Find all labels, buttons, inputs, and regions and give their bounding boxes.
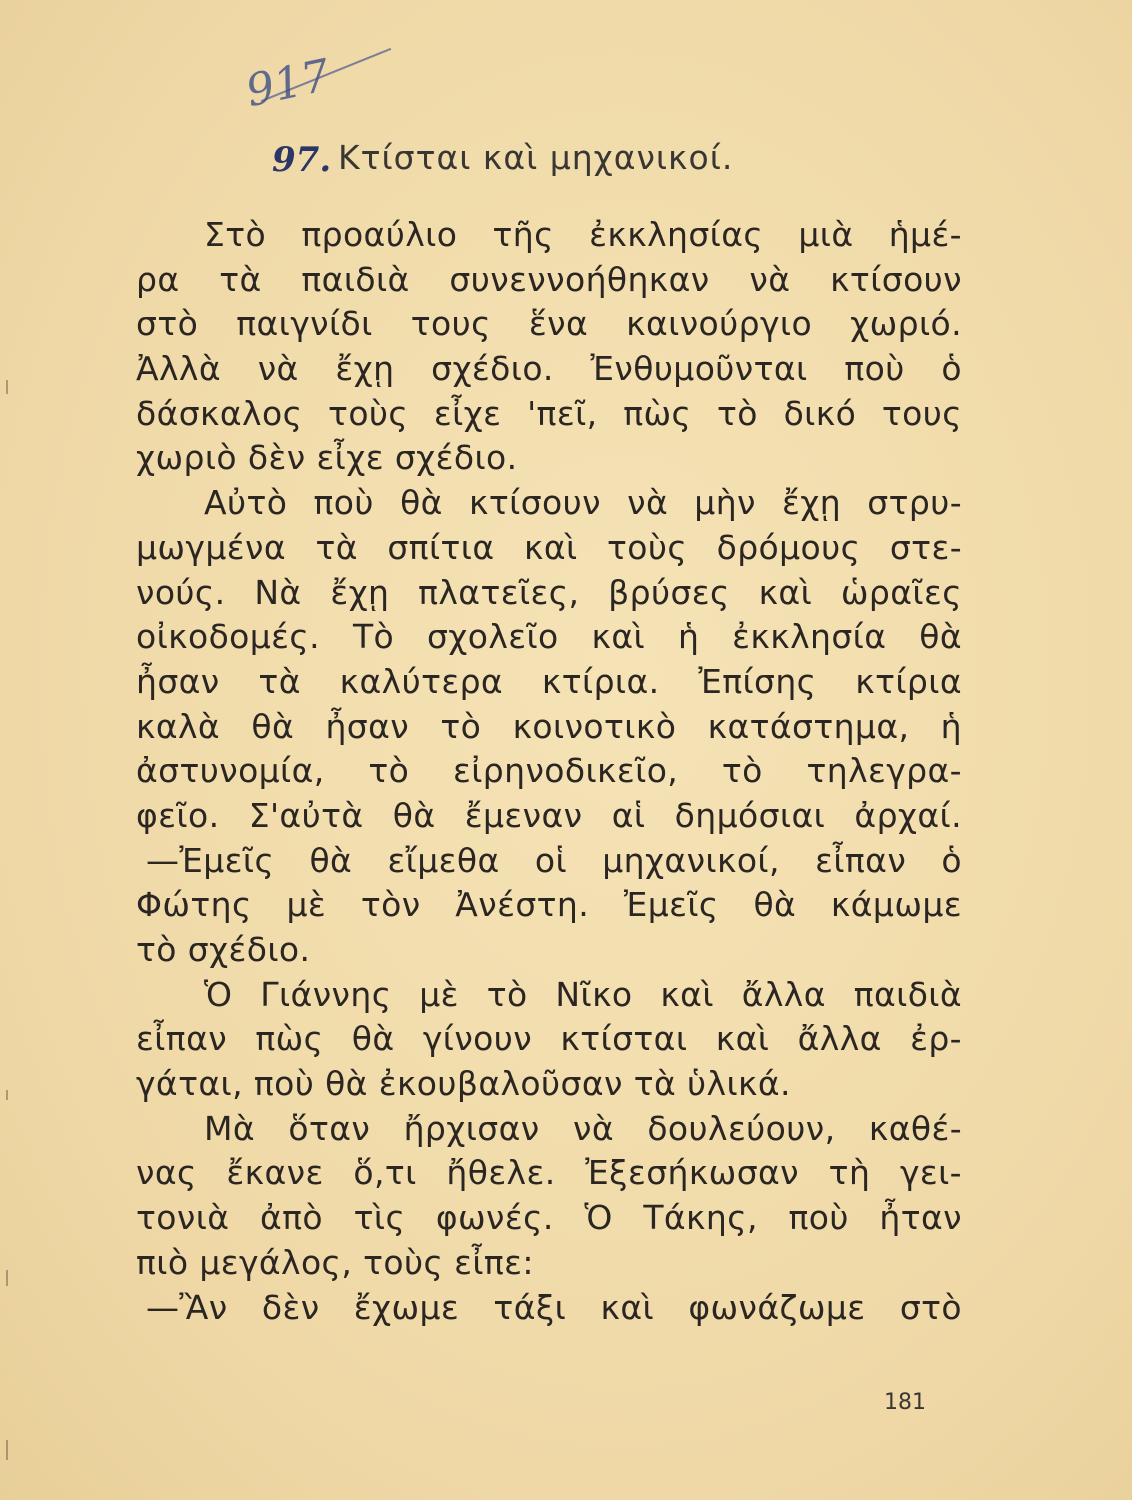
text-line: ἀστυνομία, τὸ εἰρηνοδικεῖο, τὸ τηλεγρα- (136, 751, 962, 791)
text-line: Φώτης μὲ τὸν Ἀνέστη. Ἐμεῖς θὰ κάμωμε (136, 885, 962, 925)
chapter-title: Κτίσται καὶ μηχανικοί. (338, 138, 734, 177)
text-line: —Ἂν δὲν ἔχωμε τάξι καὶ φωνάζωμε στὸ (146, 1287, 962, 1327)
edge-mark (6, 1270, 8, 1286)
text-line: Ὁ Γιάννης μὲ τὸ Νῖκο καὶ ἄλλα παιδιὰ (204, 974, 962, 1014)
edge-mark (6, 1090, 8, 1100)
text-line: νούς. Νὰ ἔχῃ πλατεῖες, βρύσες καὶ ὡραῖες (136, 572, 962, 612)
text-line: οἰκοδομές. Τὸ σχολεῖο καὶ ἡ ἐκκλησία θὰ (136, 617, 962, 657)
text-line: στὸ παιγνίδι τους ἕνα καινούργιο χωριό. (136, 304, 962, 344)
text-line: τὸ σχέδιο. (136, 930, 311, 969)
text-line: τονιὰ ἀπὸ τὶς φωνές. Ὁ Τάκης, ποὺ ἦταν (136, 1198, 962, 1238)
text-line: —Ἐμεῖς θὰ εἴμεθα οἱ μηχανικοί, εἶπαν ὁ (146, 840, 962, 880)
text-line: Στὸ προαύλιο τῆς ἐκκλησίας μιὰ ἡμέ- (204, 215, 962, 254)
text-line: Μὰ ὅταν ἤρχισαν νὰ δουλεύουν, καθέ- (204, 1108, 962, 1148)
text-line: ρα τὰ παιδιὰ συνεννοήθηκαν νὰ κτίσουν (136, 259, 962, 299)
text-line: γάται, ποὺ θὰ ἐκουβαλοῦσαν τὰ ὑλικά. (136, 1064, 791, 1104)
text-line: νας ἔκανε ὅ,τι ἤθελε. Ἐξεσήκωσαν τὴ γει- (136, 1153, 962, 1193)
handwritten-note: 917 (241, 49, 335, 118)
text-line: πιὸ μεγάλος, τοὺς εἶπε: (136, 1242, 534, 1282)
text-line: Αὐτὸ ποὺ θὰ κτίσουν νὰ μὴν ἔχῃ στρυ- (204, 483, 962, 523)
edge-mark (6, 380, 8, 394)
text-line: μωγμένα τὰ σπίτια καὶ τοὺς δρόμους στε- (136, 527, 962, 567)
chapter-number: 97. (272, 140, 332, 180)
text-line: φεῖο. Σ'αὐτὰ θὰ ἔμεναν αἱ δημόσιαι ἀρχαί. (136, 795, 962, 835)
page-number: 181 (884, 1390, 926, 1415)
text-line: εἶπαν πὼς θὰ γίνουν κτίσται καὶ ἄλλα ἐρ- (136, 1019, 962, 1059)
text-line: ἦσαν τὰ καλύτερα κτίρια. Ἐπίσης κτίρια (136, 661, 962, 701)
text-line: δάσκαλος τοὺς εἶχε 'πεῖ, πὼς τὸ δικό τους (136, 393, 962, 433)
text-line: χωριὸ δὲν εἶχε σχέδιο. (136, 438, 518, 478)
body-text (136, 213, 962, 1330)
text-line: Ἀλλὰ νὰ ἔχῃ σχέδιο. Ἐνθυμοῦνται ποὺ ὁ (136, 349, 962, 389)
text-line: καλὰ θὰ ἦσαν τὸ κοινοτικὸ κατάστημα, ἡ (136, 706, 962, 746)
edge-mark (6, 1440, 8, 1460)
